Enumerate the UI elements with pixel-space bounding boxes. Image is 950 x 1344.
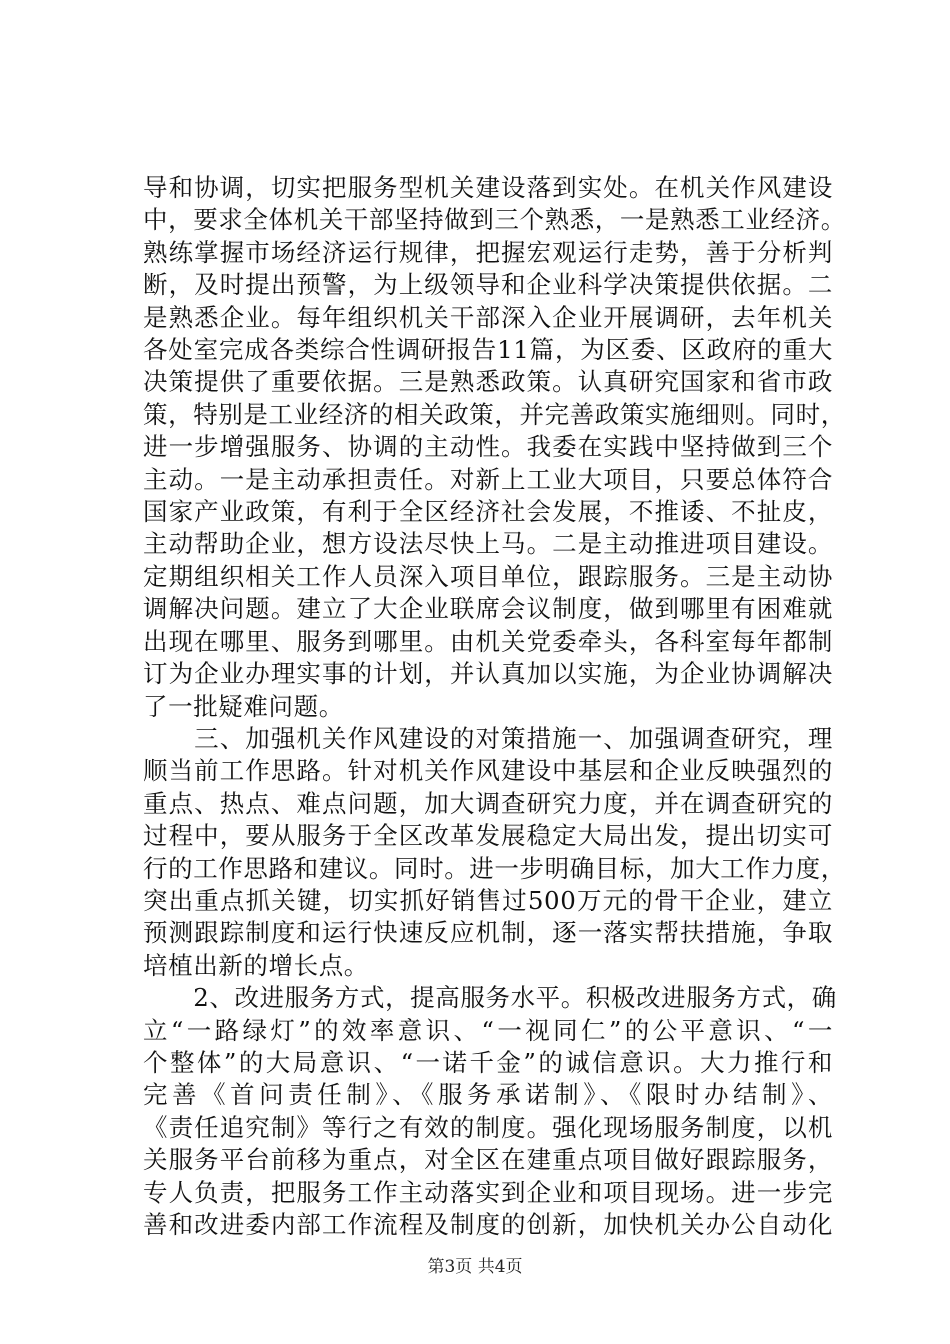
text-line: 三、加强机关作风建设的对策措施一、加强调查研究，理 — [143, 723, 833, 753]
text-line: 完善《首问责任制》、《服务承诺制》、《限时办结制》、 — [143, 1080, 833, 1110]
text-line: 善和改进委内部工作流程及制度的创新，加快机关办公自动化 — [143, 1210, 833, 1239]
page-footer: 第3页 共4页 — [427, 1257, 523, 1277]
text-line: 专人负责，把服务工作主动落实到企业和项目现场。进一步完 — [143, 1177, 833, 1207]
text-line: 行的工作思路和建议。同时。进一步明确目标，加大工作力度， — [143, 853, 846, 883]
text-line: 策，特别是工业经济的相关政策，并完善政策实施细则。同时， — [143, 399, 846, 429]
paragraph — [143, 982, 837, 1241]
text-line: 主动。一是主动承担责任。对新上工业大项目，只要总体符合 — [143, 464, 833, 494]
text-line: 主动帮助企业，想方设法尽快上马。二是主动推进项目建设。 — [143, 529, 833, 559]
text-line: 过程中，要从服务于全区改革发展稳定大局出发，提出切实可 — [143, 821, 833, 851]
text-line: 是熟悉企业。每年组织机关干部深入企业开展调研，去年机关 — [143, 302, 833, 332]
text-line: 个整体”的大局意识、“一诺千金”的诚信意识。大力推行和 — [143, 1047, 833, 1077]
text-line: 各处室完成各类综合性调研报告11篇，为区委、区政府的重大 — [143, 335, 833, 365]
paragraph — [143, 723, 846, 982]
text-line: 突出重点抓关键，切实抓好销售过500万元的骨干企业，建立 — [143, 885, 833, 915]
text-line: 断，及时提出预警，为上级领导和企业科学决策提供依据。二 — [143, 270, 833, 300]
text-line: 中，要求全体机关干部坚持做到三个熟悉，一是熟悉工业经济。 — [143, 205, 846, 235]
text-line: 了一批疑难问题。 — [143, 691, 344, 721]
text-line: 导和协调，切实把服务型机关建设落到实处。在机关作风建设 — [143, 173, 833, 202]
text-line: 重点、热点、难点问题，加大调查研究力度，并在调查研究的 — [143, 788, 833, 818]
text-line: 订为企业办理实事的计划，并认真加以实施，为企业协调解决 — [143, 659, 833, 689]
text-line: 熟练掌握市场经济运行规律，把握宏观运行走势，善于分析判 — [143, 237, 833, 267]
text-line: 国家产业政策，有利于全区经济社会发展，不推诿、不扯皮， — [143, 497, 833, 527]
text-line: 2、改进服务方式，提高服务水平。积极改进服务方式，确 — [143, 983, 837, 1013]
text-line: 定期组织相关工作人员深入项目单位，跟踪服务。三是主动协 — [143, 561, 833, 591]
text-line: 立“一路绿灯”的效率意识、“一视同仁”的公平意识、“一 — [143, 1015, 833, 1045]
text-line: 培植出新的增长点。 — [143, 950, 369, 980]
text-line: 进一步增强服务、协调的主动性。我委在实践中坚持做到三个 — [143, 432, 833, 462]
document-body — [143, 172, 846, 1241]
text-line: 决策提供了重要依据。三是熟悉政策。认真研究国家和省市政 — [143, 367, 833, 397]
text-line: 《责任追究制》等行之有效的制度。强化现场服务制度，以机 — [143, 1112, 833, 1142]
text-line: 出现在哪里、服务到哪里。由机关党委牵头，各科室每年都制 — [143, 626, 833, 656]
text-line: 预测跟踪制度和运行快速反应机制，逐一落实帮扶措施，争取 — [143, 918, 833, 948]
text-line: 关服务平台前移为重点，对全区在建重点项目做好跟踪服务， — [143, 1145, 833, 1175]
text-line: 顺当前工作思路。针对机关作风建设中基层和企业反映强烈的 — [143, 756, 833, 786]
text-line: 调解决问题。建立了大企业联席会议制度，做到哪里有困难就 — [143, 594, 833, 624]
paragraph — [143, 172, 846, 723]
